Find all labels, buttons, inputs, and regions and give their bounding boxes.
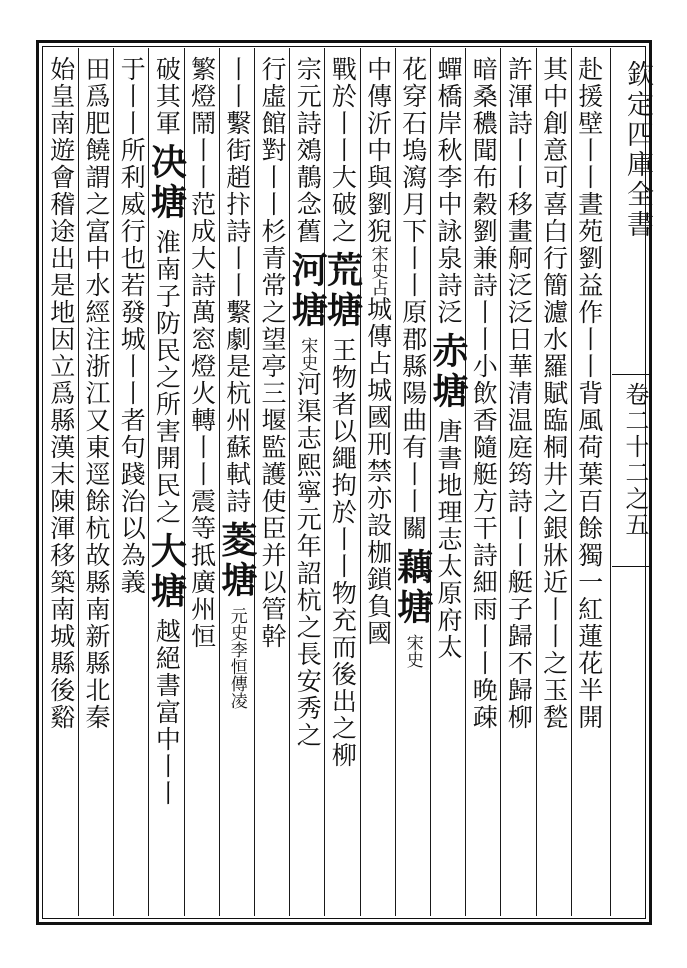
text-run: 震等抵廣州恒 bbox=[187, 488, 217, 650]
column-rule bbox=[360, 48, 361, 916]
annotation: 宋史 bbox=[297, 337, 318, 371]
heading-term: 藕塘 bbox=[391, 548, 434, 628]
annotation: 元史李恒傳凌 bbox=[226, 607, 247, 709]
text-column bbox=[427, 56, 469, 661]
text-run: 丨丨繫街趙抃詩丨丨繫劇是杭州蘇軾詩 bbox=[222, 56, 252, 515]
text-run: 繁燈鬧丨丨范成大詩萬窓燈火轉丨丨 bbox=[187, 56, 217, 488]
margin-tick-top bbox=[612, 374, 650, 375]
text-column bbox=[186, 56, 218, 650]
heading-term: 菱塘 bbox=[215, 521, 258, 601]
text-column bbox=[145, 56, 188, 807]
text-run: 杉青常之望亭三堰監護使臣并以管幹 bbox=[258, 218, 287, 650]
text-run: 淮南子防民之所害開民之 bbox=[152, 229, 182, 526]
text-run: 田爲肥饒謂之富中水經注浙江又東逕餘杭故縣南新縣北秦 bbox=[82, 56, 111, 731]
text-run: 宗元詩鵁鶄念舊 bbox=[293, 56, 323, 245]
text-column bbox=[321, 56, 364, 769]
column-rule bbox=[113, 48, 114, 916]
text-run: 蟬橋岸秋李中詠泉詩泛 bbox=[434, 56, 463, 326]
text-column bbox=[115, 56, 147, 596]
column-rule bbox=[395, 48, 396, 916]
margin-tick-bottom bbox=[612, 566, 650, 567]
column-rule bbox=[148, 48, 149, 916]
text-run: 行虛館對丨丨 bbox=[258, 56, 287, 218]
text-run: 其中創意可喜白行簡濾水羅賦臨桐井之銀牀近丨丨之玉甃 bbox=[539, 56, 569, 731]
text-run: 越絕書富中丨丨 bbox=[152, 618, 182, 807]
text-column bbox=[573, 56, 605, 731]
text-run: 始皇南遊會稽途出是地因立爲縣漢末陳渾移築南城縣後谿 bbox=[46, 56, 76, 731]
text-column bbox=[80, 56, 112, 731]
column-rule bbox=[500, 48, 501, 916]
text-column bbox=[256, 56, 288, 650]
text-run: 中傳沂中與劉猊 bbox=[363, 56, 393, 245]
column-rule bbox=[219, 48, 220, 916]
text-column bbox=[538, 56, 570, 731]
column-rule bbox=[78, 48, 79, 916]
text-run: 王物者以繩拘於丨丨物充而後出之柳 bbox=[328, 337, 358, 769]
column-rule bbox=[536, 48, 537, 916]
text-column bbox=[45, 56, 77, 731]
annotation: 宋史 bbox=[402, 634, 423, 668]
volume-label: 卷二十二之五 bbox=[621, 382, 649, 538]
text-run: 所利威行也若發城丨丨 bbox=[117, 137, 147, 407]
heading-term: 决塘 bbox=[145, 143, 188, 223]
text-column bbox=[215, 56, 258, 709]
column-rule bbox=[571, 48, 572, 916]
text-run: 許渾詩丨丨移畫舸泛泛日華清温庭筠詩丨丨艇子歸不歸柳 bbox=[504, 56, 534, 731]
column-rule bbox=[289, 48, 290, 916]
text-column bbox=[467, 56, 499, 731]
text-run: 于丨丨 bbox=[117, 56, 147, 137]
text-run: 戰於丨丨大破之 bbox=[328, 56, 358, 245]
column-rule bbox=[324, 48, 325, 916]
book-title: 欽定四庫全書 bbox=[622, 60, 653, 240]
margin-divider bbox=[610, 48, 611, 916]
text-run: 暗桑穠聞布穀劉兼詩丨丨小飲香隨艇方干詩細雨丨丨晚疎 bbox=[469, 56, 499, 731]
text-column bbox=[502, 56, 534, 731]
text-run: 破其軍 bbox=[152, 56, 182, 137]
text-run: 唐書地理志太原府太 bbox=[434, 418, 463, 661]
column-rule bbox=[465, 48, 466, 916]
text-column bbox=[391, 56, 434, 668]
annotation: 宋史占 bbox=[367, 245, 388, 296]
column-rule bbox=[430, 48, 431, 916]
heading-term: 赤塘 bbox=[427, 332, 469, 412]
column-rule bbox=[254, 48, 255, 916]
text-run: 河渠志熙寧元年詔杭之長安秀之 bbox=[293, 371, 323, 749]
text-run: 城傳占城國刑禁亦設枷鎖負國 bbox=[363, 296, 393, 647]
text-column bbox=[362, 56, 394, 647]
text-column bbox=[286, 56, 329, 749]
heading-term: 大塘 bbox=[145, 532, 188, 612]
text-run: 原郡縣陽曲有丨丨關 bbox=[398, 299, 428, 542]
text-run: 赴援壁丨丨晝苑劉益作丨丨背風荷葉百餘獨一紅蓮花半開 bbox=[574, 56, 604, 731]
heading-term: 河塘 bbox=[286, 251, 329, 331]
text-run: 者句踐治以為義 bbox=[117, 407, 147, 596]
text-run: 花穿石塢瀉月下丨丨 bbox=[398, 56, 428, 299]
heading-term: 荒塘 bbox=[321, 251, 364, 331]
